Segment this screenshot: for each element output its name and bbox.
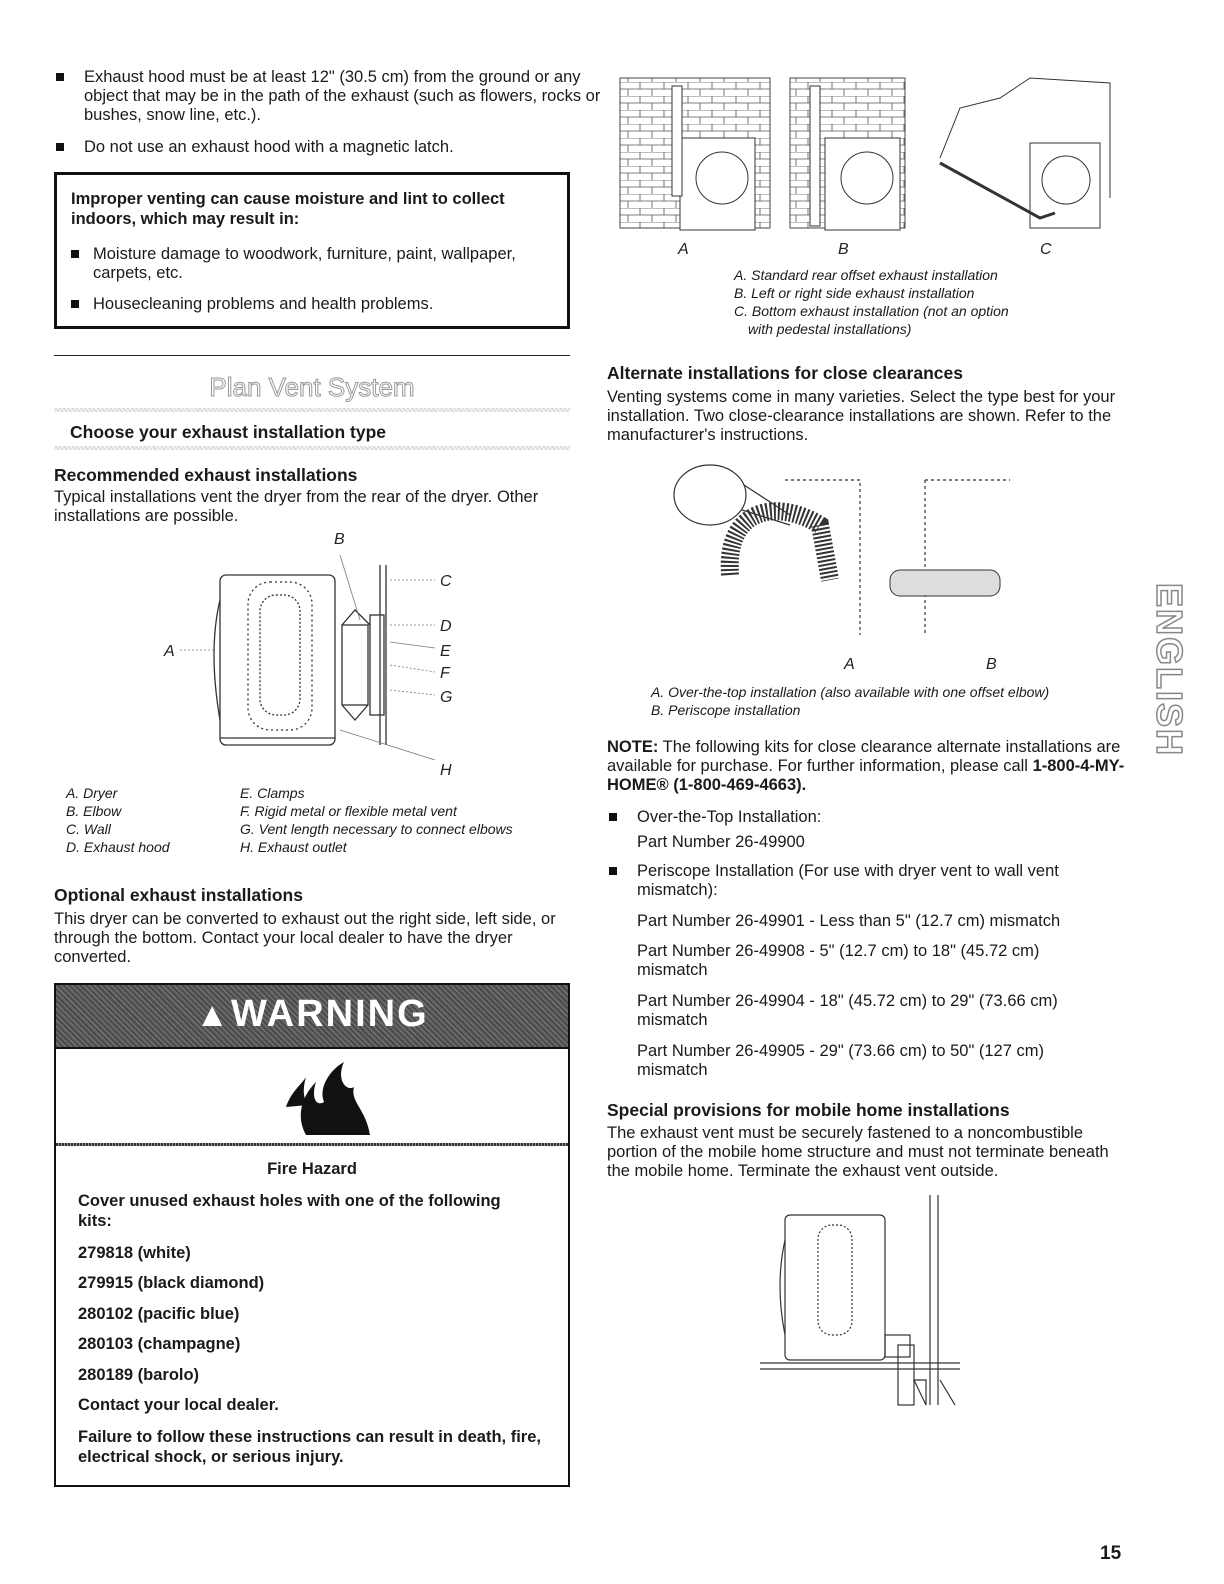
legend-vent-length: G. Vent length necessary to connect elbows (240, 821, 513, 837)
bullet-exhaust-hood-height: Exhaust hood must be at least 12" (30.5 cm) from the ground or any object that may be in the path of the exhaust (such as flowers, rocks or bushes, snow line, etc.). (54, 68, 604, 125)
note-phone: 1-800-4-MY-HOME® (1-800-469-4663). (607, 757, 1125, 794)
caption-over-the-top: A. Over-the-top installation (also available with one offset elbow) (651, 684, 1050, 700)
warning-triangle-icon: ▲ (195, 996, 231, 1034)
part-26-49904: Part Number 26-49904 - 18" (45.72 cm) to 29" (73.66 cm) mismatch (637, 992, 1058, 1029)
alternate-exhaust-diagrams (610, 68, 1120, 258)
legend-elbow: B. Elbow (66, 803, 122, 819)
caption-left-right-side: B. Left or right side exhaust installation (734, 285, 975, 301)
heading-rule-bottom (54, 446, 570, 450)
rec-label-e: E (440, 643, 451, 660)
note-paragraph (607, 738, 1127, 795)
section-divider (54, 355, 570, 356)
part-26-49901: Part Number 26-49901 - Less than 5" (12.7 cm) mismatch (637, 912, 1061, 930)
page-number: 15 (1100, 1543, 1122, 1564)
english-side-tab-text: ENGLISH (1149, 582, 1190, 757)
caption-standard-rear: A. Standard rear offset exhaust installation (734, 267, 998, 283)
mobile-home-diagram (760, 1195, 970, 1410)
top-captions (734, 266, 1064, 338)
english-side-tab (1150, 570, 1190, 770)
kit-black-diamond: 279915 (black diamond) (78, 1274, 265, 1292)
contact-dealer: Contact your local dealer. (78, 1396, 279, 1414)
mobile-text: The exhaust vent must be securely fastened to a noncombustible portion of the mobile home structure and must not terminate beneath the mobile home. Terminate the exhaust vent outside. (607, 1124, 1109, 1180)
legend-col2 (240, 784, 570, 856)
moisture-item-housecleaning: Housecleaning problems and health problems. (69, 295, 573, 314)
legend-vent: F. Rigid metal or flexible metal vent (240, 803, 457, 819)
caption-bottom: C. Bottom exhaust installation (not an option (734, 303, 1009, 319)
part-26-49905: Part Number 26-49905 - 29" (73.66 cm) to 50" (127 cm) mismatch (637, 1042, 1044, 1079)
fire-icon (256, 1057, 376, 1137)
kit-champagne: 280103 (champagne) (78, 1335, 241, 1353)
warning-header (56, 985, 568, 1047)
mid-label-a: A (844, 656, 855, 673)
legend-col1 (66, 784, 236, 856)
choose-heading: Choose your exhaust installation type (70, 422, 387, 442)
rec-label-d: D (440, 618, 452, 635)
warning-box (54, 983, 570, 1487)
legend-exhaust-outlet: H. Exhaust outlet (240, 839, 347, 855)
rec-label-a: A (164, 643, 175, 660)
legend-clamps: E. Clamps (240, 785, 305, 801)
note-label: NOTE: (607, 738, 659, 756)
recommended-text: Typical installations vent the dryer from the rear of the dryer. Other installations are possible. (54, 488, 539, 525)
kit-periscope: Periscope Installation (For use with dryer vent to wall vent mismatch): (607, 862, 1127, 900)
warning-failure: Failure to follow these instructions can result in death, fire, electrical shock, or serious injury. (78, 1428, 541, 1466)
kit-pacific-blue: 280102 (pacific blue) (78, 1305, 240, 1323)
optional-heading: Optional exhaust installations (54, 885, 303, 905)
caption-bottom-cont: with pedestal installations) (748, 321, 912, 337)
optional-text: This dryer can be converted to exhaust out the right side, left side, or through the bottom. Contact your local dealer to have the dryer converted. (54, 910, 556, 966)
part-26-49900: Part Number 26-49900 (637, 833, 805, 851)
rec-label-b: B (334, 531, 345, 548)
kit-white: 279818 (white) (78, 1244, 191, 1262)
heading-rule-top (54, 408, 570, 412)
mobile-heading: Special provisions for mobile home installations (607, 1100, 1010, 1120)
rec-label-h: H (440, 762, 452, 779)
top-label-b: B (838, 241, 849, 258)
close-clearance-diagrams (670, 455, 1030, 675)
legend-exhaust-hood: D. Exhaust hood (66, 839, 170, 855)
bullet-no-magnetic-latch: Do not use an exhaust hood with a magnetic latch. (54, 138, 604, 157)
alternate-heading: Alternate installations for close clearances (607, 363, 963, 383)
note-text: The following kits for close clearance alternate installations are available for purchase. For further information, please call (607, 738, 1121, 775)
warning-title-row (56, 993, 568, 1036)
top-label-a: A (678, 241, 689, 258)
kit-over-the-top: Over-the-Top Installation: (607, 808, 1137, 827)
fire-hazard-label: Fire Hazard (267, 1160, 357, 1178)
alternate-text: Venting systems come in many varieties. Select the type best for your installation. Two close-clearance installations are shown. Refer to the manufacturer's instructions. (607, 388, 1116, 444)
part-26-49908: Part Number 26-49908 - 5" (12.7 cm) to 18" (45.72 cm) mismatch (637, 942, 1040, 979)
top-label-c: C (1040, 241, 1052, 258)
section-title: Plan Vent System (209, 372, 415, 402)
legend-wall: C. Wall (66, 821, 111, 837)
moisture-box-heading: Improper venting can cause moisture and lint to collect indoors, which may result in: (71, 190, 505, 228)
rec-label-c: C (440, 573, 452, 590)
recommended-installation-diagram (160, 530, 480, 780)
moisture-item-damage: Moisture damage to woodwork, furniture, paint, wallpaper, carpets, etc. (69, 245, 573, 283)
rec-label-f: F (440, 665, 450, 682)
warning-intro: Cover unused exhaust holes with one of the following kits: (78, 1192, 501, 1230)
rec-label-g: G (440, 689, 453, 706)
legend-dryer: A. Dryer (66, 785, 118, 801)
mid-label-b: B (986, 656, 997, 673)
warning-title: WARNING (231, 993, 429, 1035)
caption-periscope: B. Periscope installation (651, 702, 801, 718)
recommended-heading: Recommended exhaust installations (54, 465, 358, 485)
mid-captions (651, 683, 1121, 719)
kit-barolo: 280189 (barolo) (78, 1366, 200, 1384)
moisture-warning-box (54, 172, 570, 329)
